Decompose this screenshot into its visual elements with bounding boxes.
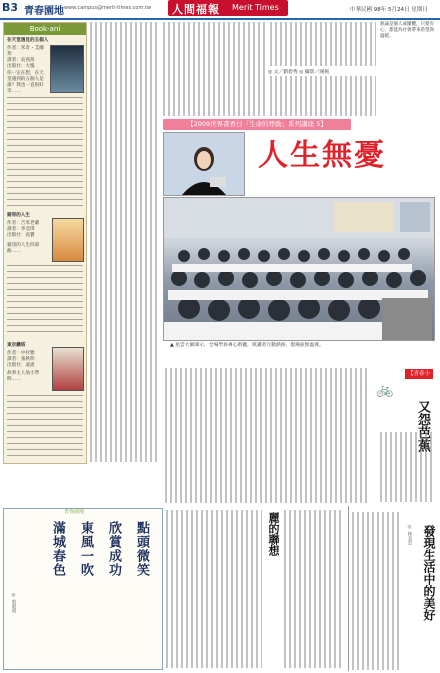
book2-title: 豬哥的人生: [7, 213, 30, 218]
site-url[interactable]: www.campus@merit-times.com.tw: [64, 5, 151, 11]
book3-body: [7, 395, 83, 459]
book2-meta: 作者：吉米老爺 譯者：李亞琪 出版社：高寶: [7, 221, 40, 238]
right-article-columns: [265, 368, 370, 503]
series-banner: 【2009世界書香日「生命的悸動」系列講座 5】: [163, 119, 351, 130]
speaker-photo: [163, 132, 245, 196]
masthead-logo: [168, 0, 288, 16]
headline: 人生無憂: [258, 138, 386, 173]
bottom-mid-columns: [166, 510, 262, 668]
book3-cover: [52, 347, 84, 391]
calligraphy-box: [3, 508, 163, 670]
book3-title: 東京鐵塔: [7, 343, 26, 348]
calligraphy-signature: ◎ 蔡昭明: [11, 593, 16, 613]
masthead-cn: 人間福報: [172, 3, 220, 16]
top-article-columns-3: [270, 76, 376, 116]
sidebar-title: Book-ani: [4, 23, 86, 35]
book1-meta: 作者：米奇・艾爾邦 譯者：吳茜茜 出版社：大塊: [7, 46, 44, 69]
book2-body: [7, 265, 83, 337]
section-name: 青春園地: [24, 6, 64, 17]
speaker-figure-icon: [164, 133, 244, 195]
top-article-columns: [163, 22, 267, 116]
audience-scene-icon: [164, 198, 434, 340]
book1-blurb: 你一定在想，在天堂遇到的五個人是誰？我也一直很好奇……: [7, 71, 44, 94]
center-left-columns: [90, 22, 160, 462]
book2-blurb: 豬哥的人生四部曲……: [7, 243, 40, 254]
calligraphy-line-2: 欣賞成功: [106, 521, 121, 577]
book2-cover: [52, 218, 84, 262]
book-sidebar: [3, 22, 87, 464]
calligraphy-line-4: 滿城春色: [50, 521, 65, 577]
calligraphy-line-1: 點頭微笑: [134, 521, 149, 577]
intro-poem: 無論是個人或團體，只要有心，都能為社會帶來希望與溫暖。: [380, 22, 434, 39]
bottom-right-columns: [352, 512, 402, 670]
section-ribbon: 【青春小品】: [405, 369, 433, 379]
book1-cover: [50, 45, 84, 93]
page-number: B3: [2, 1, 19, 14]
bicycle-icon: 🚲: [376, 382, 394, 398]
calligraphy-line-3: 東風一吹: [78, 521, 93, 577]
masthead-en: Merit Times: [232, 3, 279, 12]
bottom-article-byline: ◎ 林美雲: [407, 525, 412, 545]
calligraphy-tag: 青春園地: [64, 509, 85, 515]
author-line: ◎ 文／劉碧秀 ◎ 攝影／國揚: [268, 70, 329, 75]
bottom-article-title: 發現生活中的美好: [422, 525, 436, 621]
top-article-columns-2: [270, 22, 376, 66]
lecture-hall-photo: [163, 197, 435, 341]
book1-title: 在天堂遇見的五個人: [7, 38, 49, 43]
bottom-mid-columns-2: [284, 510, 344, 668]
photo-caption: ▲ 星雲大師開示，全場學員專心聆聽，與講者互動熱絡，現場座無虛席。: [170, 343, 324, 348]
corner-title: 又怨芭蕉: [415, 400, 430, 452]
book1-body: [7, 97, 83, 207]
corner-columns: [380, 432, 435, 502]
mid-article-title: 麗的聯想: [267, 512, 280, 556]
mid-article-columns: [165, 368, 263, 503]
book3-meta: 作者：中村雅 譯者：張秋明 出版社：遠流: [7, 351, 35, 368]
book3-blurb: 故事主人翁小學時……: [7, 371, 40, 382]
issue-date: 中華民國 98年 5月24日 星期日: [350, 7, 428, 13]
